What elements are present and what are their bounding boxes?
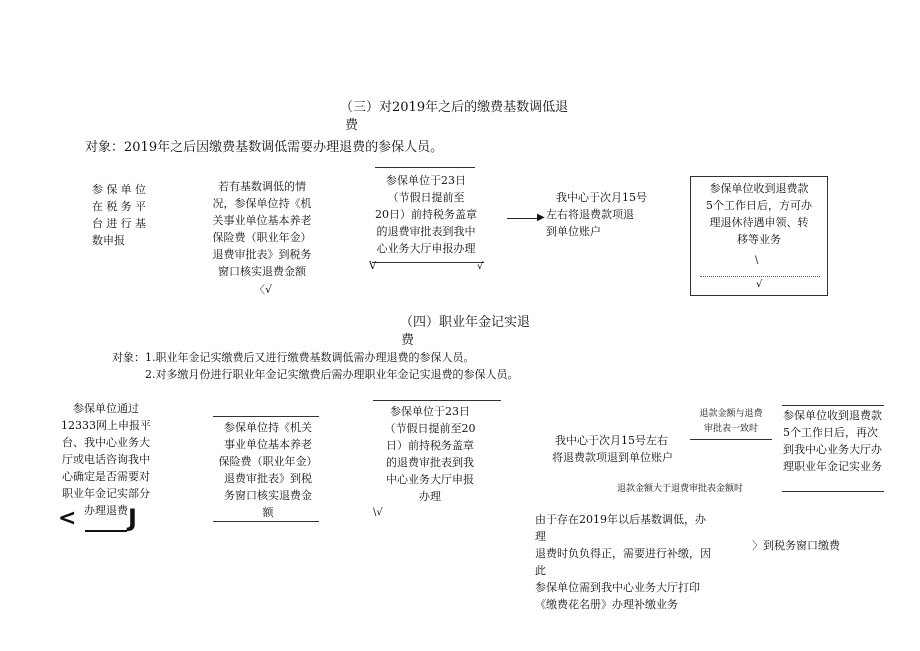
section3-step3-bottom-line <box>372 262 484 263</box>
section4-label-greater: 退款金额大于退费审批表金额时 <box>617 484 744 494</box>
section4-step5: 参保单位收到退费款 5个工作日后，再次 到我中心业务大厅办 理职业年金记实业务 <box>783 409 882 473</box>
section4-step6: 由于存在2019年以后基数调低，办理 退费时负负得正，需要进行补缴，因此 参保单位需到我中心业务大厅打印 《缴费花名册》办理补缴业务 <box>535 513 711 611</box>
section4-step1-mark-right: J <box>128 504 137 532</box>
section4-label-equal-line <box>690 439 772 440</box>
section3-arrow-line <box>507 218 540 219</box>
section3-step3-top-line <box>375 167 475 168</box>
section4-step1: 参保单位通过 12333网上申报平 台、我中心业务大 厅或电话咨询我中 心确定是否需要对 职业年金记实部分 办理退费 <box>61 402 151 517</box>
section3-target: 对象：2019年之后因缴费基数调低需要办理退费的参保人员。 <box>85 140 444 155</box>
section4-step2-top-line <box>213 416 319 417</box>
section4-step2: 参保单位持《机关 事业单位基本养老 保险费（职业年金） 退费审批表》到税 务窗口核实退费金 额 <box>218 421 318 519</box>
section4-step7: 〉到税务窗口缴费 <box>752 539 840 552</box>
section4-step2-bottom-line <box>213 521 319 522</box>
section4-title: （四）职业年金记实退 <box>400 315 531 330</box>
section4-step5-top-line <box>782 405 884 406</box>
section3-step4: 我中心于次月15号 左右将退费款项退 到单位账户 <box>546 191 647 238</box>
section4-target1: 对象：1.职业年金记实缴费后又进行缴费基数调低需办理退费的参保人员。 <box>112 351 475 364</box>
section4-step1-mark-left: < <box>58 506 77 531</box>
section3-step3: 参保单位于23日 （节假日提前至 20日）前持税务盖章 的退费审批表到我中 心业务大厅申报办理 <box>375 174 477 255</box>
section4-step1-underline <box>85 530 127 532</box>
section4-step3-mark: \√ <box>373 507 383 518</box>
section3-step5-mark2: √ <box>756 279 763 290</box>
section3-step2-mark: 〈√ <box>254 283 273 296</box>
section3-step2: 若有基数调低的情 况，参保单位持《机 关事业单位基本养老 保险费（职业年金） 退费审批表》到税务 窗口核实退费金额 <box>212 180 312 278</box>
section4-step3: 参保单位于23日 （节假日提前至20 日）前持税务盖章 的退费审批表到我 中心业务大厅申报 办理 <box>384 405 476 503</box>
section3-step5: 参保单位收到退费款 5个工作日后，方可办 理退休待遇申领、转 移等业务 <box>706 182 812 246</box>
section3-arrow-icon: ▶ <box>537 212 545 223</box>
section3-title-cont: 费 <box>345 118 359 133</box>
section4-step4: 我中心于次月15号左右 将退费款项退到单位账户 <box>552 434 673 464</box>
section3-step5-mark1: \ <box>755 255 759 266</box>
section4-title-cont: 费 <box>401 333 415 348</box>
section4-step5-bottom-line <box>782 491 884 492</box>
section4-target2: 2.对多缴月份进行职业年金记实缴费后需办理职业年金记实退费的参保人员。 <box>145 368 519 381</box>
section3-step3-mark-right: √ <box>477 261 484 272</box>
section3-step1: 参保单位 在税务平 台进行基 数申报 <box>92 183 146 247</box>
section4-step3-top-line <box>373 400 501 401</box>
section3-title: （三）对2019年之后的缴费基数调低退 <box>340 100 569 115</box>
section3-step3-mark-left: V <box>369 261 377 272</box>
section4-label-equal: 退款金额与退费 审批表一致时 <box>699 409 763 434</box>
